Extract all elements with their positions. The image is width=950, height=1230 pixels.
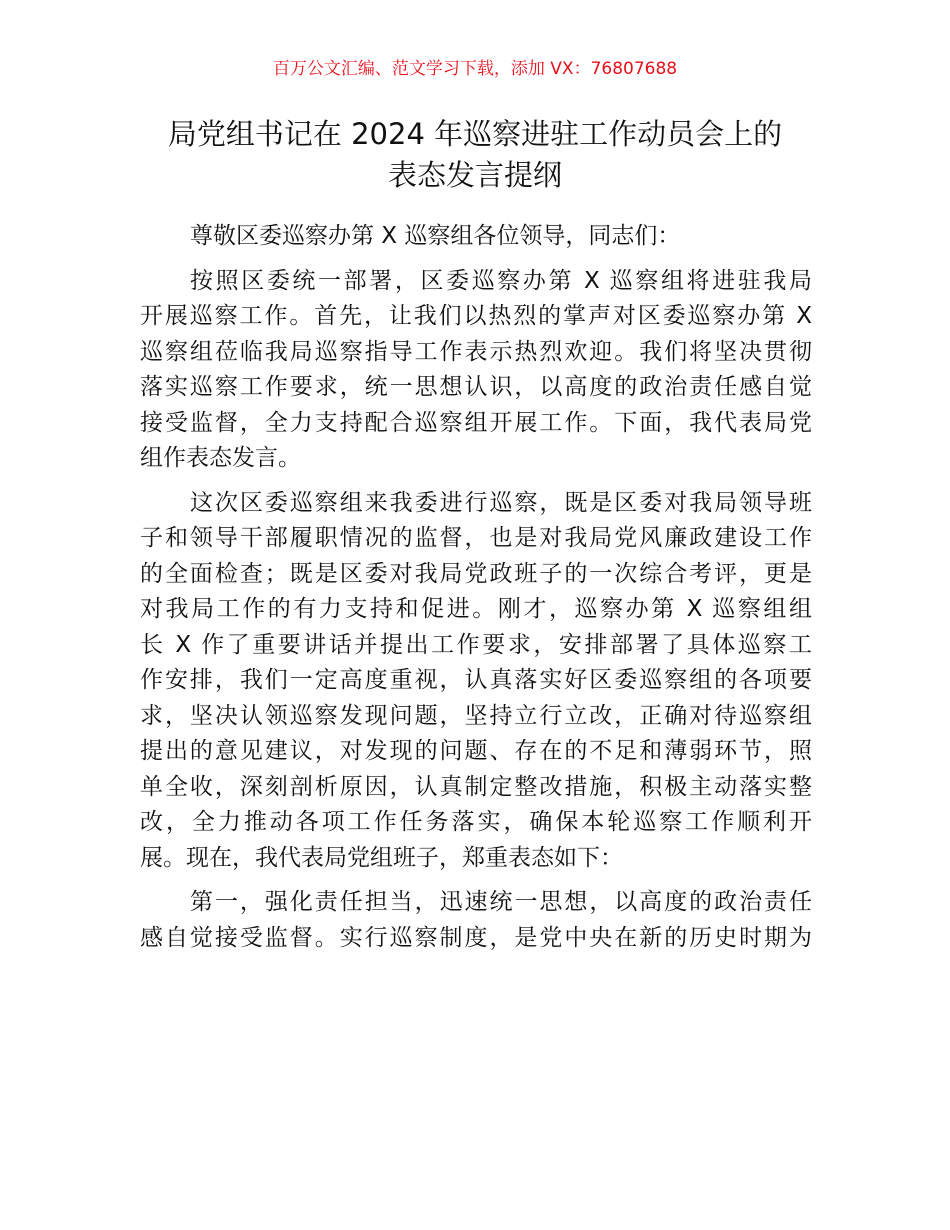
- text-line: 提出的意见建议，对发现的问题、存在的不足和薄弱环节，照: [140, 738, 812, 764]
- text-line: 子和领导干部履职情况的监督，也是对我局党风廉政建设工作: [140, 525, 812, 551]
- text-line: 落实巡察工作要求，统一思想认识，以高度的政治责任感自觉: [140, 374, 812, 400]
- text-line: 改，全力推动各项工作任务落实，确保本轮巡察工作顺利开: [140, 809, 812, 835]
- document-body: [140, 219, 812, 965]
- text-line: 第一，强化责任担当，迅速统一思想，以高度的政治责任: [190, 889, 812, 915]
- text-line: 接受监督，全力支持配合巡察组开展工作。下面，我代表局党: [140, 409, 812, 436]
- salutation-paragraph: [140, 219, 812, 255]
- watermark-header: 百万公文汇编、范文学习下载，添加 VX：76807688: [272, 59, 678, 79]
- text-line: 求，坚决认领巡察发现问题，坚持立行立改，正确对待巡察组: [140, 702, 812, 729]
- text-line: 对我局工作的有力支持和促进。刚才，巡察办第 X 巡察组组: [140, 596, 812, 622]
- significance-paragraph: [140, 486, 812, 877]
- text-line: 这次区委巡察组来我委进行巡察，既是区委对我局领导班: [190, 489, 812, 516]
- text-line: 组作表态发言。: [140, 445, 301, 471]
- intro-paragraph: [140, 264, 812, 477]
- text-line: 尊敬区委巡察办第 X 巡察组各位领导，同志们：: [190, 223, 681, 249]
- text-line: 长 X 作了重要讲话并提出工作要求，安排部署了具体巡察工: [140, 631, 812, 658]
- document-title: [120, 114, 830, 196]
- title-line-2: 表态发言提纲: [387, 158, 562, 192]
- point-one-paragraph: [140, 885, 812, 956]
- text-line: 作安排，我们一定高度重视，认真落实好区委巡察组的各项要: [140, 667, 812, 693]
- text-line: 按照区委统一部署，区委巡察办第 X 巡察组将进驻我局: [190, 267, 812, 294]
- text-line: 感自觉接受监督。实行巡察制度，是党中央在新的历史时期为: [140, 924, 812, 951]
- text-line: 巡察组莅临我局巡察指导工作表示热烈欢迎。我们将坚决贯彻: [140, 338, 812, 365]
- title-line-1: 局党组书记在 2024 年巡察进驻工作动员会上的: [167, 117, 783, 151]
- text-line: 展。现在，我代表局党组班子，郑重表态如下：: [140, 844, 623, 871]
- text-line: 开展巡察工作。首先，让我们以热烈的掌声对区委巡察办第 X: [140, 303, 812, 329]
- text-line: 的全面检查；既是区委对我局党政班子的一次综合考评，更是: [140, 560, 812, 587]
- text-line: 单全收，深刻剖析原因，认真制定整改措施，积极主动落实整: [140, 773, 812, 800]
